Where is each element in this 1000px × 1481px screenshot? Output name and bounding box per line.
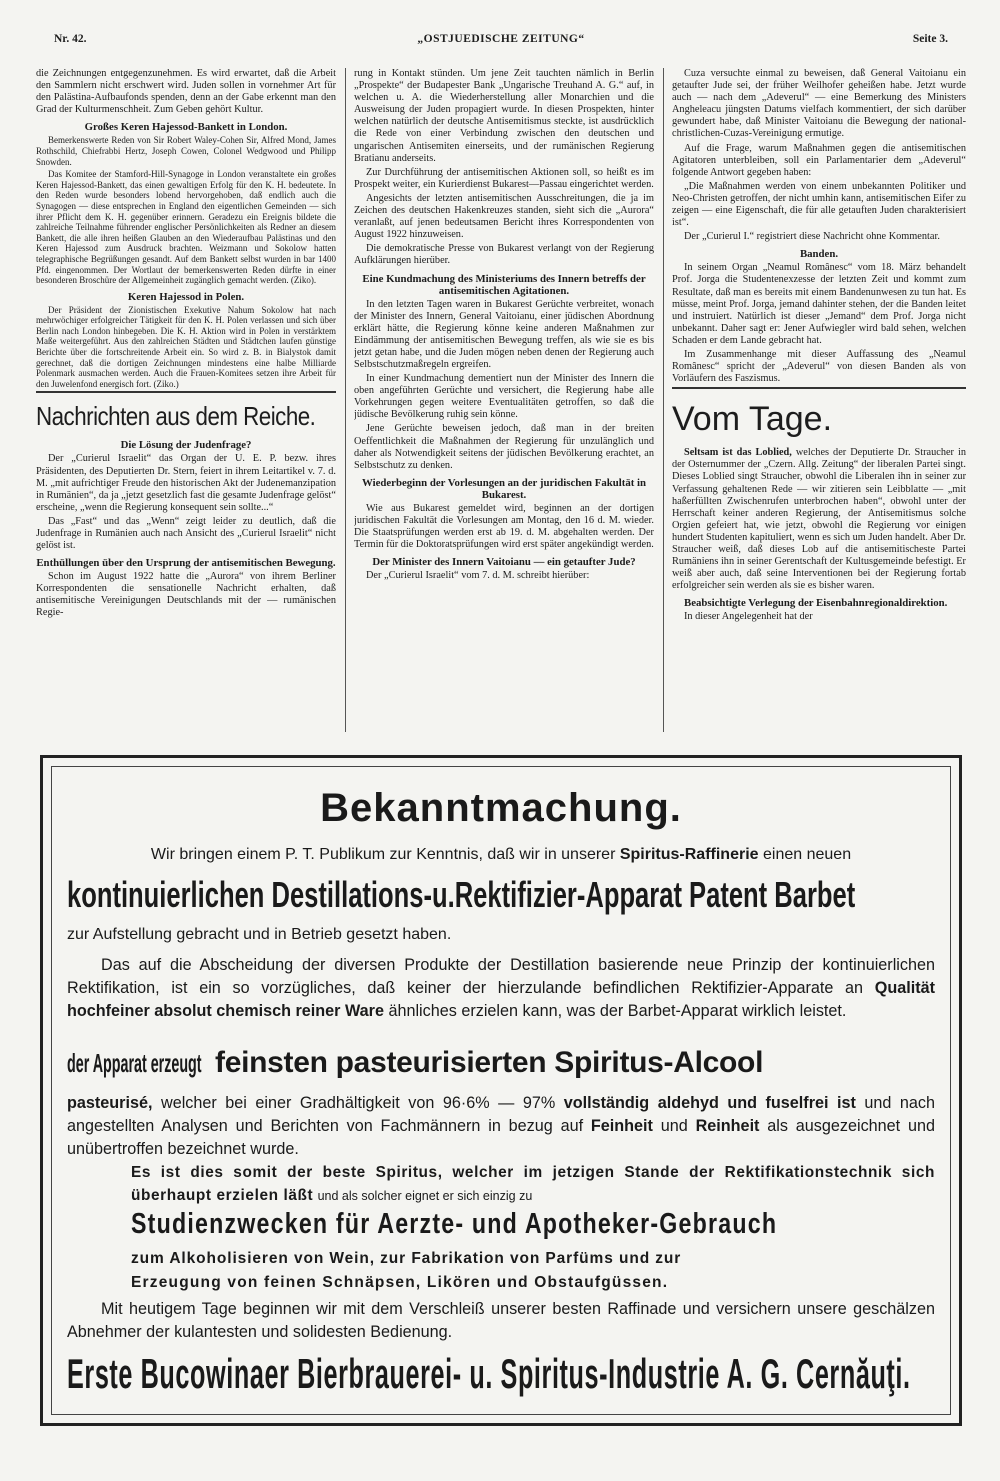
paragraph: Im Zusammenhange mit dieser Auffassung des „Neamul Românesc“ spricht der „Adeverul“ von diesen Banden als von Vorläufern des Faszismus. xyxy=(672,348,966,385)
paragraph: Der „Curierul Israelit“ vom 7. d. M. schreibt hierüber: xyxy=(366,570,590,582)
ad-signature: Erste Bucowinaer Bierbrauerei- u. Spiritus-Industrie A. G. Cernăuţi. xyxy=(67,1350,911,1397)
ad-text: Das auf die Abscheidung der diversen Produkte der Destillation basierende neue Prinzip der kontinuierlichen Rektifikation, ist ein so vorzügliches, daß keiner der hierzulande befindlichen Rektifizier-Apparate an xyxy=(67,956,935,997)
paragraph: Das Komitee der Stamford-Hill-Synagoge in London veranstaltete ein großes Keren Hajessod-Bankett, das einen gewaltigen Erfolg für den K. H. bedeutete. In den Reden wurde besonders lobend hervorgehoben, daß endlich auch die Synagogen — diese entsprechen in England den eigentlichen Gemeinden — sich ihrer Pflicht dem K. H. gegenüber erinnern. Geradezu ein Ereignis bildete die zahlreiche Teilnahme führender englischer Persönlichkeiten als Redner an diesem Bankett, die alle ihren heißen Glauben an den Wiederaufbau Palästinas und den Keren Hajessod zum Ausdruck brachten. Weizmann und Sokolow hatten telegraphische Begrüßungen gesandt. Auf dem Bankett selbst wurden in bar 1400 Pfd. eingenommen. Der Wortlaut der bemerkenswerten Reden dürfte in einer besonderen Broschüre der Allgemeinheit zugänglich gemacht werden. (Ziko). xyxy=(36,169,336,286)
ad-paragraph xyxy=(131,1161,935,1208)
section-masthead: Vom Tage. xyxy=(672,400,833,439)
paragraph: In seinem Organ „Neamul Românesc“ vom 18. März behandelt Prof. Jorga die Studentenexzesse der letzten Zeit und kommt zum Resultate, daß man es bereits mit einem Bandenunwesen zu tun hat. Es müsse, meint Prof. Jorga, jemand dahinter stehen, der die Banden leitet und instruiert. Natürlich ist dieser „Jemand“ dem Prof. Jorga nicht unbekannt. Daher sagt er: Jener Aufwiegler wird bald sehen, welchen Schaden er dem Lande gebracht hat. xyxy=(672,262,966,346)
paragraph: In den letzten Tagen waren in Bukarest Gerüchte verbreitet, wonach der Minister des Innern, General Vaitoianu, einer jüdischen Abordnung erklärt hätte, die Regierung könne keine anderen Maßnahmen zur Eindämmung der antisemitischen Bewegung treffen, als wie sie es bis jetzt getan habe, und die Juden mögen neben denen der Regierung auch Selbstschutzmaßregeln ergreifen. xyxy=(354,298,654,370)
rule xyxy=(36,391,336,393)
article-columns xyxy=(36,68,966,738)
paragraph: Cuza versuchte einmal zu beweisen, daß General Vaitoianu ein getaufter Jude sei, der früher Weilhofer geheißen habe. Jetzt wurde auch — nach dem „Adeverul“ — eine Bemerkung des Ministers Angheleacu jüngsten Datums vielfach kommentiert, der sich darüber gewundert habe, daß Minister Vaitoianu die Bewegung der national-christlichen-Cuzas-Vereinigung ermutige. xyxy=(672,68,966,140)
paragraph: In einer Kundmachung dementiert nun der Minister des Innern die oben angeführten Gerüchte und versichert, die Regierung habe alle Vorkehrungen gegen weitere Eventualitäten getroffen, so daß die jüdische Bevölkerung ruhig sein könne. xyxy=(354,373,654,421)
section-masthead: Nachrichten aus dem Reiche. xyxy=(36,401,316,432)
ad-headline: feinsten pasteurisierten Spiritus-Alcool xyxy=(215,1046,764,1079)
newspaper-name: „OSTJUEDISCHE ZEITUNG“ xyxy=(417,33,585,45)
ad-text-bold: Spiritus-Raffinerie xyxy=(619,846,759,863)
ad-headline: Studienzwecken für Aerzte- und Apotheker-Gebrauch xyxy=(131,1208,778,1240)
column-2 xyxy=(354,68,654,738)
ad-line: zur Aufstellung gebracht und in Betrieb gesetzt haben. xyxy=(67,926,452,943)
paragraph: Das „Fast“ und das „Wenn“ zeigt leider zu deutlich, daß die Judenfrage in Rumänien auch nach Ansicht des „Curierul Israelit“ nicht gelöst ist. xyxy=(36,515,336,552)
paragraph: Schon im August 1922 hatte die „Aurora“ von ihrem Berliner Korrespondenten die sensationelle Nachricht erhalten, daß antisemitische Vereinigungen Deutschlands mit der — rumänischen Regie- xyxy=(36,571,336,619)
ad-text-bold: Es ist dies somit der beste Spiritus, welcher im jetzigen Stande der Rektifikationstechnik sich überhaupt erzielen läßt xyxy=(131,1164,935,1204)
ad-text: Wir bringen einem P. T. Publikum zur Kenntnis, daß wir in unserer xyxy=(150,846,616,863)
paragraph: In dieser Angelegenheit hat der xyxy=(684,611,813,623)
ad-paragraph: Mit heutigem Tage beginnen wir mit dem Verschleiß unserer besten Raffinade und versichern unsere geschälzen Abnehmer der kulantesten und solidesten Bedienung. xyxy=(67,1300,935,1341)
subheadline: Bemerkenswerte Reden von Sir Robert Waley-Cohen Sir, Alfred Mond, James Rothschild, Chiefrabbi Hertz, Joseph Cowen, Colonel Wedgwood und Philipp Snowden. xyxy=(36,135,336,167)
ad-text: einen neuen xyxy=(763,846,852,863)
paragraph: Die demokratische Presse von Bukarest verlangt von der Regierung Aufklärungen hierüber. xyxy=(354,243,654,267)
advertisement xyxy=(40,755,962,1426)
paragraph: Zur Durchführung der antisemitischen Aktionen soll, so heißt es im Prospekt weiter, ein Kurierdienst Bukarest—Passau eingerichtet werden. xyxy=(354,166,654,190)
paragraph: die Zeichnungen entgegenzunehmen. Es wird erwartet, daß die Arbeit den Sammlern nicht erschwert wird. Juden sollen in vornehmer Art für den Palästina-Aufbaufonds spenden, denn an der Gabe erkennt man den Grad der Kulturmenschheit. Zum Geben gehört Kultur. xyxy=(36,68,336,116)
page-header xyxy=(54,33,948,55)
headline: Wiederbeginn der Vorlesungen an der juridischen Fakultät in Bukarest. xyxy=(361,476,647,501)
paragraph: Auf die Frage, warum Maßnahmen gegen die antisemitischen Agitatoren unterbleiben, soll ein Parlamentarier dem „Adeverul“ folgende Antwort gegeben haben: xyxy=(672,142,966,178)
headline: Die Lösung der Judenfrage? xyxy=(120,439,252,452)
ad-line: Erzeugung von feinen Schnäpsen, Likören und Obstaufgüssen. xyxy=(131,1274,669,1291)
issue-number: Nr. 42. xyxy=(54,33,87,45)
column-3 xyxy=(672,68,966,738)
headline: Banden. xyxy=(799,248,839,261)
paragraph: „Die Maßnahmen werden von einem unbekannten Politiker und Neo-Christen getroffen, der nicht umhin kann, antisemitischen Eifer zu zeigen — eine Eigenschaft, die für alle getauften Juden charakterisiert ist“. xyxy=(672,180,966,229)
ad-title: Bekanntmachung. xyxy=(320,786,682,830)
ad-line xyxy=(67,846,935,864)
ad-line xyxy=(131,1208,935,1246)
ad-text: und als solcher eignet er sich einzig zu xyxy=(317,1189,533,1203)
ad-paragraph xyxy=(67,954,935,1023)
ad-line: zum Alkoholisieren von Wein, zur Fabrikation von Parfüms und zur xyxy=(131,1250,682,1267)
ad-line xyxy=(67,874,935,922)
headline: Der Minister des Innern Vaitoianu — ein getaufter Jude? xyxy=(372,556,636,569)
headline: Eine Kundmachung des Ministeriums des Innern betreffs der antisemitischen Agitationen. xyxy=(362,272,646,297)
ad-headline: kontinuierlichen Destillations-u.Rektifizier-Apparat Patent Barbet xyxy=(67,874,856,915)
ad-text-bold: Feinheit xyxy=(590,1117,653,1135)
headline: Beabsichtigte Verlegung der Eisenbahnregionaldirektion. xyxy=(684,597,948,610)
ad-text-bold: vollständig aldehyd und fuselfrei ist xyxy=(563,1094,856,1112)
paragraph-text: welches der Deputierte Dr. Straucher in der Osternummer der „Czern. Allg. Zeitung“ der liberalen Partei singt. Dieses Loblied singt Straucher, obwohl die Liberalen ihn in seiner zur Verfassung gehaltenen Rede — wir zitieren sein Leibblatte — „mit haßerfüllten Zwischenrufen unterbrochen haben“, obwohl unter der Herrschaft keiner anderen Regierung, der Antisemitismus solche Orgien gefeiert hat, wie jetzt, obwohl die Regierung vor einigen hundert Studenten kapituliert, wenn es sich um Juden handelt. Aber Dr. Straucher weiß, daß dieses Lob auf die antisemitischeste Partei Rumäniens ihn in seiner Gerentschaft der Kultusgemeinde befestigt. Er weiß aber auch, daß seine Interventionen bei der Regierung fortab erfolgreicher sein werden als sie es bisher waren. xyxy=(672,447,966,592)
ad-text-bold: Reinheit xyxy=(695,1117,760,1135)
paragraph: rung in Kontakt stünden. Um jene Zeit tauchten nämlich in Berlin „Prospekte“ der Budapester Bank „Ungarische Treuhand A. G.“ auf, in welchen u. A. die Wiederherstellung aller Monarchien und die Ausweisung der Juden propagiert wurde. In diesen Prospekten, hinter welchen natürlich der deutsche Antisemitismus steckte, ist ausdrücklich die Rede von einer Verbindung zwischen den deutschen und ungarischen Antisemiten einerseits, und der rumänischen Regierung Bratianu anderseits. xyxy=(354,68,654,164)
headline: Enthüllungen über den Ursprung der antisemitischen Bewegung. xyxy=(36,557,336,570)
headline: Keren Hajessod in Polen. xyxy=(127,290,245,303)
column-1 xyxy=(36,68,336,738)
paragraph: Wie aus Bukarest gemeldet wird, beginnen an der dortigen juridischen Fakultät die Vorlesungen am Montag, den 16 d. M. wieder. Die Staatsprüfungen werden erst ab 19. d. M. abgehalten werden. Der Termin für die Doktoratsprüfungen wird erst später angekündigt werden. xyxy=(354,502,654,551)
ad-text: als ausgezeichnet und unübertroffen bezeichnet wurde. xyxy=(67,1117,935,1158)
lead-in: Seltsam ist das Loblied, xyxy=(684,447,792,459)
paragraph: Der Präsident der Zionistischen Exekutive Nahum Sokolow hat nach mehrwöchiger erfolgreicher Tätigkeit für den K. H. Polen verlassen und sich über Berlin nach London hinbegeben. Die K. H. Aktion wird in Polen in verstärktem Maße weitergeführt. Aus den zahlreichen Städten und Städtchen laufen günstige Berichte über die fortschreitende Arbeit ein. So wird z. B. in Bialystok damit gerechnet, daß die dortigen Zeichnungen mindestens eine halbe Milliarde Polenmark ausmachen werden. Auch die Frauen-Komitees setzen ihre Arbeit für den Juwelenfond energisch fort. (Ziko.) xyxy=(36,304,336,389)
ad-text: ähnliches erzielen kann, was der Barbet-Apparat wirklich leistet. xyxy=(388,1002,847,1020)
paragraph: Angesichts der letzten antisemitischen Ausschreitungen, die ja im Zeichen des deutschen Hakenkreuzes standen, sieht sich die „Aurora“ veranlaßt, auf jenen bedeutsamen Bericht ihres Korrespondenten von August 1922 hinzuweisen. xyxy=(354,192,654,241)
page-number: Seite 3. xyxy=(912,33,948,45)
ad-text-bold: der Apparat erzeugt xyxy=(67,1048,202,1078)
headline: Großes Keren Hajessod-Bankett in London. xyxy=(84,121,288,134)
ad-text: und nach angestellten Analysen und Berichten von Fachmännern in bezug auf xyxy=(67,1094,936,1135)
paragraph: Der „Curierul Israelit“ das Organ der U. E. P. bezw. ihres Präsidenten, des Deputierten Dr. Stern, feiert in ihrem Leitartikel v. 7. d. M. „mit aufrichtiger Freude den historischen Akt der Judenemanzipation in Rumänien“, da ja „jetzt gesetzlich fast die gesamte Judenfrage gelöst“ erscheine, „wenn die Regierung konsequent sein sollte...“ xyxy=(36,453,336,513)
ad-line xyxy=(67,1350,935,1408)
ad-text-bold: Qualität hochfeiner absolut chemisch reiner Ware xyxy=(67,979,936,1020)
ad-line xyxy=(67,1046,935,1090)
ad-text-bold: pasteurisé, xyxy=(67,1094,153,1112)
paragraph: Der „Curierul I.“ registriert diese Nachricht ohne Kommentar. xyxy=(684,231,940,243)
paragraph: Jene Gerüchte beweisen jedoch, daß man in der breiten Oeffentlichkeit die Maßnahmen der Regierung für unzulänglich und daher als Notwendigkeit seitens der jüdischen Bevölkerung erachtet, an Selbstschutz zu denken. xyxy=(354,423,654,471)
ad-paragraph xyxy=(67,1092,935,1161)
ad-text: und xyxy=(660,1117,688,1135)
paragraph xyxy=(672,447,966,592)
rule xyxy=(672,387,966,389)
ad-text: welcher bei einer Gradhältigkeit von 96·6% — 97% xyxy=(161,1094,556,1112)
